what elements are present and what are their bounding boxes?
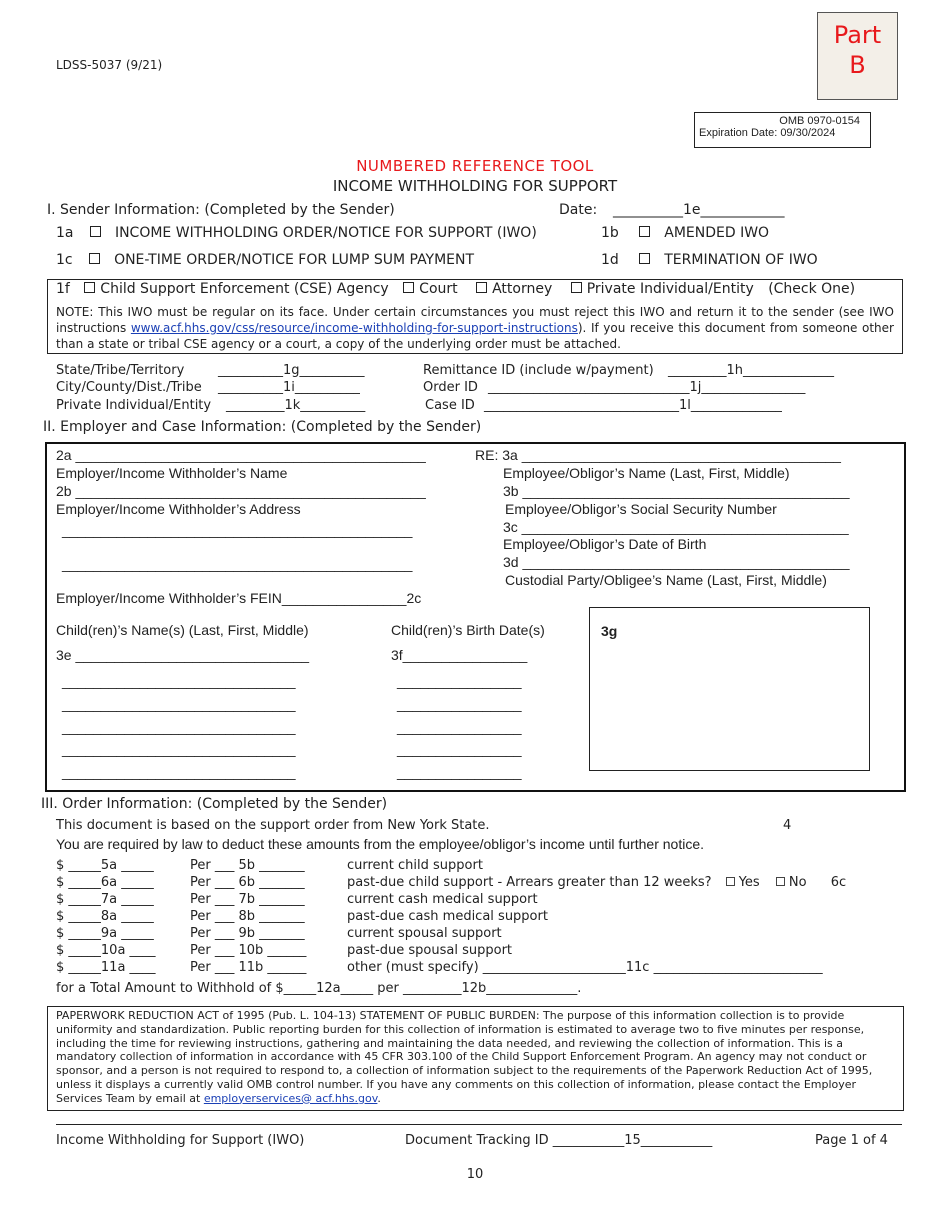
option-1c-label: ONE-TIME ORDER/NOTICE FOR LUMP SUM PAYMENT — [114, 252, 475, 268]
desc-11[interactable]: other (must specify) ______________________11c __________________________ — [347, 960, 823, 975]
omb-number: OMB 0970-0154 — [779, 115, 860, 127]
per-11b[interactable]: Per ___ 11b ______ — [190, 960, 307, 975]
box-3g[interactable] — [589, 607, 870, 771]
checkbox-icon[interactable] — [476, 282, 487, 293]
desc-9: current spousal support — [347, 926, 502, 941]
option-1b-num: 1b — [601, 225, 619, 241]
field-4[interactable]: 4 — [783, 818, 792, 833]
required-text: You are required by law to deduct these amounts from the employee/obligor’s income until further notice. — [56, 836, 704, 852]
child-dob-line[interactable]: ________________ — [397, 719, 522, 735]
child-dob-line[interactable]: ________________ — [397, 741, 522, 757]
option-1c-num: 1c — [56, 252, 73, 268]
field-label-1g: State/Tribe/Territory — [56, 363, 185, 378]
option-1c[interactable] — [56, 252, 474, 268]
child-dob-line[interactable]: ________________ — [397, 696, 522, 712]
part-badge — [817, 12, 898, 100]
desc-8: past-due cash medical support — [347, 909, 548, 924]
checkbox-icon[interactable] — [403, 282, 414, 293]
sender-type-attorney[interactable]: Attorney — [492, 281, 553, 297]
field-3e[interactable]: 3e ______________________________ — [56, 647, 310, 663]
amount-6a[interactable]: $ _____6a _____ — [56, 875, 154, 890]
per-8b[interactable]: Per ___ 8b _______ — [190, 909, 305, 924]
footer-left: Income Withholding for Support (IWO) — [56, 1133, 305, 1148]
sender-type-row — [56, 281, 855, 297]
child-name-line[interactable]: ______________________________ — [62, 719, 296, 735]
checkbox-icon[interactable] — [571, 282, 582, 293]
desc-6: past-due child support - Arrears greater than 12 weeks? — [347, 875, 712, 890]
option-1a[interactable] — [56, 225, 537, 241]
per-7b[interactable]: Per ___ 7b _______ — [190, 892, 305, 907]
field-1g[interactable]: __________1g__________ — [218, 363, 365, 378]
field-3b[interactable]: 3b __________________________________________ — [503, 483, 850, 499]
option-1d-num: 1d — [601, 252, 619, 268]
footer-divider — [56, 1124, 902, 1125]
arrears-row — [347, 875, 846, 890]
field-label-1l: Case ID — [425, 398, 475, 413]
child-dob-line[interactable]: ________________ — [397, 764, 522, 780]
checkbox-icon[interactable] — [639, 253, 650, 264]
address-line[interactable]: _____________________________________________ — [62, 556, 413, 572]
field-3c[interactable]: 3c __________________________________________ — [503, 519, 849, 535]
option-1a-num: 1a — [56, 225, 74, 241]
field-6c[interactable]: 6c — [830, 875, 847, 890]
section2-heading: II. Employer and Case Information: (Completed by the Sender) — [43, 419, 482, 435]
employer-name-label: Employer/Income Withholder’s Name — [56, 465, 288, 481]
note-part1: NOTE: This IWO must be regular on its face. Under certain circumstances you must reject this IWO and return it to the sender (see IWO instructions — [56, 305, 894, 335]
desc-10: past-due spousal support — [347, 943, 513, 958]
note-link[interactable]: www.acf.hhs.gov/css/resource/income-withholding-for-support-instructions — [130, 321, 578, 335]
checkbox-icon[interactable] — [84, 282, 95, 293]
paperwork-email[interactable]: employerservices@ acf.hhs.gov — [203, 1091, 378, 1105]
check-one: (Check One) — [768, 281, 856, 297]
paperwork-end: . — [377, 1091, 381, 1105]
desc-7: current cash medical support — [347, 892, 538, 907]
omb-expiration: Expiration Date: 09/30/2024 — [699, 127, 836, 139]
paperwork-text — [56, 1009, 894, 1106]
checkbox-icon[interactable] — [776, 877, 785, 886]
amount-10a[interactable]: $ _____10a ____ — [56, 943, 156, 958]
field-label-1k: Private Individual/Entity — [56, 398, 212, 413]
ssn-label: Employee/Obligor’s Social Security Number — [505, 501, 777, 517]
field-1k[interactable]: _________1k__________ — [226, 398, 366, 413]
field-3f[interactable]: 3f________________ — [391, 647, 528, 663]
omb-box — [694, 112, 871, 148]
child-name-line[interactable]: ______________________________ — [62, 741, 296, 757]
note-text — [56, 304, 894, 352]
field-2a[interactable]: 2a _____________________________________________ — [56, 447, 426, 463]
sender-type-num: 1f — [56, 281, 70, 297]
field-1i[interactable]: __________1i__________ — [218, 380, 360, 395]
sender-type-court[interactable]: Court — [419, 281, 458, 297]
child-name-line[interactable]: ______________________________ — [62, 696, 296, 712]
field-label-1j: Order ID — [423, 380, 478, 395]
paperwork-body: PAPERWORK REDUCTION ACT of 1995 (Pub. L. 104-13) STATEMENT OF PUBLIC BURDEN: The purpose of this information collection is to provide uniformity and standardization. Public reporting burden for this collection of information is estimated to average two to five minutes per response, including the time for reviewing instructions, gathering and maintaining the data needed, and reviewing the collection of information. This is a mandatory collection of information in accordance with 45 CFR 303.100 of the Child Support Enforcement Program. An agency may not conduct or sponsor, and a person is not required to respond to, a collection of information subject to the requirements of the Paperwork Reduction Act of 1995, unless it displays a currently valid OMB control number. If you have any comments on this collection of information, please contact the Employer Services Team by email at — [56, 1009, 873, 1105]
option-1d-label: TERMINATION OF IWO — [664, 252, 818, 268]
field-3a[interactable]: RE: 3a _________________________________________ — [475, 447, 841, 463]
fein-field[interactable]: Employer/Income Withholder’s FEIN________________2c — [56, 590, 422, 606]
child-name-line[interactable]: ______________________________ — [62, 673, 296, 689]
address-line[interactable]: _____________________________________________ — [62, 522, 413, 538]
title-main: INCOME WITHHOLDING FOR SUPPORT — [332, 177, 618, 195]
based-on-text: This document is based on the support order from New York State. — [56, 818, 490, 833]
field-1j[interactable]: _______________________________1j________________ — [488, 380, 806, 395]
sender-type-cse[interactable]: Child Support Enforcement (CSE) Agency — [100, 281, 389, 297]
checkbox-icon[interactable] — [726, 877, 735, 886]
children-dob-label: Child(ren)’s Birth Date(s) — [391, 622, 545, 638]
sender-type-box — [47, 279, 903, 354]
checkbox-icon[interactable] — [89, 253, 100, 264]
section3-heading: III. Order Information: (Completed by the Sender) — [41, 796, 388, 812]
paperwork-box — [47, 1006, 904, 1111]
per-10b[interactable]: Per ___ 10b ______ — [190, 943, 307, 958]
dob-label: Employee/Obligor’s Date of Birth — [503, 536, 707, 552]
checkbox-icon[interactable] — [90, 226, 101, 237]
per-9b[interactable]: Per ___ 9b _______ — [190, 926, 305, 941]
amount-7a[interactable]: $ _____7a _____ — [56, 892, 154, 907]
note-part2: ). If you receive this document from someone other than a state or tribal CSE agency or a court, a copy of the underlying order must be attached. — [56, 321, 894, 351]
title-red: NUMBERED REFERENCE TOOL — [356, 157, 594, 175]
tracking-id[interactable]: Document Tracking ID ___________15___________ — [405, 1133, 713, 1148]
custodial-label: Custodial Party/Obligee’s Name (Last, First, Middle) — [505, 572, 827, 588]
per-6b[interactable]: Per ___ 6b _______ — [190, 875, 305, 890]
amount-5a[interactable]: $ _____5a _____ — [56, 858, 154, 873]
option-1d[interactable] — [601, 252, 818, 268]
option-1b-label: AMENDED IWO — [664, 225, 770, 241]
child-dob-line[interactable]: ________________ — [397, 673, 522, 689]
desc-5: current child support — [347, 858, 483, 873]
option-1b[interactable] — [601, 225, 769, 241]
amount-9a[interactable]: $ _____9a _____ — [56, 926, 154, 941]
option-1a-label: INCOME WITHHOLDING ORDER/NOTICE FOR SUPPORT (IWO) — [114, 225, 537, 241]
checkbox-icon[interactable] — [639, 226, 650, 237]
field-2b[interactable]: 2b _____________________________________________ — [56, 483, 426, 499]
section1-heading: I. Sender Information: (Completed by the Sender) — [47, 202, 395, 218]
no-label[interactable]: No — [788, 875, 807, 890]
amount-11a[interactable]: $ _____11a ____ — [56, 960, 156, 975]
page-indicator: Page 1 of 4 — [815, 1133, 888, 1148]
field-1l[interactable]: ______________________________1l______________ — [484, 398, 782, 413]
field-label-1i: City/County/Dist./Tribe — [56, 380, 202, 395]
page-number: 10 — [466, 1167, 484, 1182]
field-3d[interactable]: 3d __________________________________________ — [503, 554, 850, 570]
field-1h[interactable]: _________1h______________ — [668, 363, 835, 378]
children-names-label: Child(ren)’s Name(s) (Last, First, Middle) — [56, 622, 309, 638]
date-field[interactable]: __________1e____________ — [613, 202, 785, 218]
per-5b[interactable]: Per ___ 5b _______ — [190, 858, 305, 873]
form-id: LDSS-5037 (9/21) — [56, 58, 163, 72]
yes-label[interactable]: Yes — [738, 875, 760, 890]
amount-8a[interactable]: $ _____8a _____ — [56, 909, 154, 924]
employee-name-label: Employee/Obligor’s Name (Last, First, Middle) — [503, 465, 790, 481]
part-badge-line2: B — [849, 51, 866, 79]
date-label: Date: — [559, 202, 598, 218]
employer-address-label: Employer/Income Withholder’s Address — [56, 501, 301, 517]
total-amount[interactable]: for a Total Amount to Withhold of $_____12a_____ per _________12b______________. — [56, 981, 582, 996]
part-badge-line1: Part — [833, 21, 882, 49]
field-label-1h: Remittance ID (include w/payment) — [423, 363, 654, 378]
child-name-line[interactable]: ______________________________ — [62, 764, 296, 780]
sender-type-private[interactable]: Private Individual/Entity — [586, 281, 754, 297]
box-3g-label: 3g — [601, 623, 618, 639]
